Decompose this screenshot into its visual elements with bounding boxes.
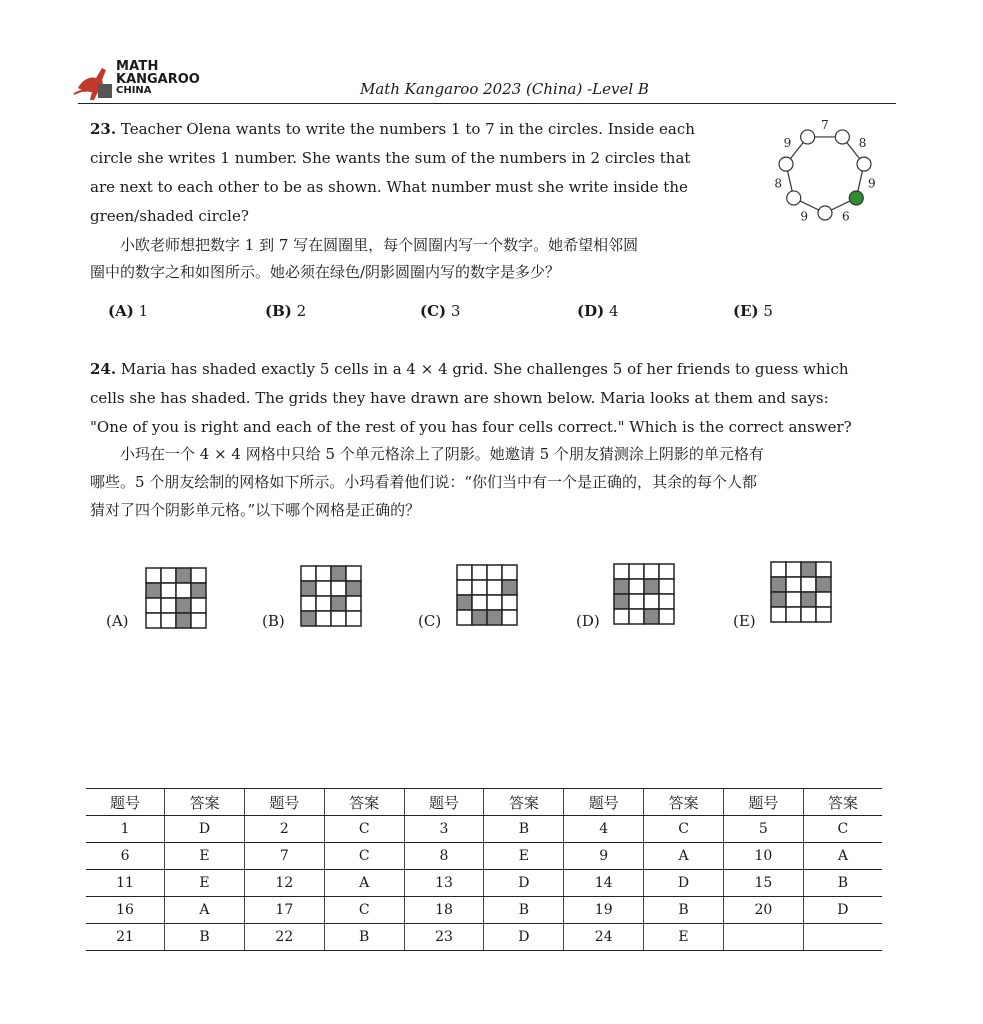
page-title: Math Kangaroo 2023 (China) -Level B — [360, 80, 649, 98]
q23-cn-line: 圈中的数字之和如图所示。她必须在绿色/阴影圆圈内写的数字是多少？ — [90, 263, 561, 281]
q24-option-c-label: (C) — [418, 612, 442, 630]
grid-cell — [457, 610, 472, 625]
q23-option-d: (D) 4 — [577, 302, 619, 320]
table-cell-question: 9 — [564, 843, 644, 870]
q24-grid-b — [298, 563, 364, 629]
q24-en-line: cells she has shaded. The grids they have drawn are shown below. Maria looks at them and says: — [90, 389, 829, 407]
grid-cell-shaded — [191, 583, 206, 598]
grid-cell — [771, 562, 786, 577]
grid-cell-shaded — [472, 610, 487, 625]
q24-grid-a — [143, 565, 209, 631]
grid-cell-shaded — [346, 581, 361, 596]
table-cell-answer: C — [324, 816, 404, 843]
table-row — [86, 870, 882, 897]
table-cell-question: 1 — [86, 816, 165, 843]
header-question-no: 题号 — [404, 789, 484, 816]
table-row — [86, 897, 882, 924]
grid-cell — [644, 594, 659, 609]
grid-cell-shaded — [502, 580, 517, 595]
grid-cell — [331, 611, 346, 626]
grid-cell — [502, 565, 517, 580]
grid-cell-shaded — [487, 610, 502, 625]
grid-cell-shaded — [331, 596, 346, 611]
table-cell-answer: B — [165, 924, 245, 951]
grid-cell-shaded — [801, 562, 816, 577]
grid-cell-shaded — [771, 577, 786, 592]
table-cell-answer: E — [484, 843, 564, 870]
grid-cell — [801, 577, 816, 592]
table-cell-question: 24 — [564, 924, 644, 951]
table-cell-answer: E — [165, 843, 245, 870]
grid-cell — [301, 596, 316, 611]
grid-cell — [161, 598, 176, 613]
sum-label: 8 — [774, 176, 782, 191]
q23-line-1 — [90, 115, 695, 144]
grid-cell — [629, 564, 644, 579]
sum-label: 8 — [858, 136, 867, 151]
grid-cell — [146, 568, 161, 583]
grid-cell — [659, 609, 674, 624]
grid-cell — [301, 566, 316, 581]
table-cell-question: 18 — [404, 897, 484, 924]
grid-cell — [502, 610, 517, 625]
grid-cell — [659, 594, 674, 609]
table-cell-answer: A — [165, 897, 245, 924]
table-row — [86, 816, 882, 843]
table-cell-question: 6 — [86, 843, 165, 870]
table-cell-question: 10 — [723, 843, 803, 870]
grid-cell — [161, 568, 176, 583]
grid-cell — [801, 607, 816, 622]
header-question-no: 题号 — [723, 789, 803, 816]
grid-cell-shaded — [146, 583, 161, 598]
grid-cell — [346, 596, 361, 611]
q23-number: 23. — [90, 120, 117, 138]
table-cell-question: 20 — [723, 897, 803, 924]
grid-cell-shaded — [176, 613, 191, 628]
grid-cell-shaded — [301, 611, 316, 626]
empty-circle — [818, 206, 832, 220]
empty-circle — [787, 191, 801, 205]
logo-line-2: KANGAROO — [116, 72, 200, 87]
grid-cell — [146, 598, 161, 613]
grid-cell — [786, 562, 801, 577]
grid-cell-shaded — [176, 568, 191, 583]
grid-cell — [659, 564, 674, 579]
header-question-no: 题号 — [86, 789, 165, 816]
q23-cn-line: 小欧老师想把数字 1 到 7 写在圆圈里，每个圆圈内写一个数字。她希望相邻圆 — [120, 236, 639, 254]
q23-option-e: (E) 5 — [733, 302, 773, 320]
answer-table — [86, 788, 882, 951]
grid-cell — [331, 581, 346, 596]
table-cell-answer: A — [324, 870, 404, 897]
grid-cell-shaded — [457, 595, 472, 610]
table-cell-answer: B — [803, 870, 882, 897]
sum-label: 9 — [783, 136, 792, 151]
grid-cell — [614, 564, 629, 579]
grid-cell — [346, 611, 361, 626]
grid-cell — [487, 565, 502, 580]
grid-cell-shaded — [644, 609, 659, 624]
q23-en-line: green/shaded circle? — [90, 207, 249, 225]
grid-cell — [816, 607, 831, 622]
grid-cell — [346, 566, 361, 581]
logo-line-1: MATH — [116, 59, 159, 74]
table-cell-question: 7 — [244, 843, 324, 870]
grid-cell — [629, 609, 644, 624]
grid-cell-shaded — [771, 592, 786, 607]
shaded-circle — [849, 191, 863, 205]
grid-cell-shaded — [614, 594, 629, 609]
table-cell-answer: A — [803, 843, 882, 870]
grid-cell — [176, 583, 191, 598]
grid-cell — [502, 595, 517, 610]
grid-cell — [816, 592, 831, 607]
grid-cell-shaded — [644, 579, 659, 594]
q24-grid-e — [768, 559, 834, 625]
grid-cell — [816, 562, 831, 577]
grid-cell — [487, 580, 502, 595]
table-cell-answer: E — [644, 924, 724, 951]
q24-option-b-label: (B) — [262, 612, 285, 630]
grid-cell — [472, 580, 487, 595]
q24-line-1 — [90, 355, 849, 384]
q23-circle-figure — [770, 118, 900, 248]
table-cell-answer: D — [484, 924, 564, 951]
grid-cell — [472, 595, 487, 610]
empty-circle — [779, 157, 793, 171]
q23-option-a: (A) 1 — [108, 302, 149, 320]
grid-cell — [146, 613, 161, 628]
sum-label: 9 — [868, 176, 876, 191]
grid-cell — [614, 609, 629, 624]
grid-cell — [786, 592, 801, 607]
q23-en-line: circle she writes 1 number. She wants the sum of the numbers in 2 circles that — [90, 149, 691, 167]
table-cell-question: 11 — [86, 870, 165, 897]
q23-en-line: Teacher Olena wants to write the numbers 1 to 7 in the circles. Inside each — [120, 120, 695, 138]
q23-option-c: (C) 3 — [420, 302, 461, 320]
grid-cell — [161, 613, 176, 628]
table-row — [86, 924, 882, 951]
sum-label: 6 — [842, 209, 850, 224]
table-cell-question: 23 — [404, 924, 484, 951]
q24-option-d-label: (D) — [576, 612, 600, 630]
table-cell-answer: D — [484, 870, 564, 897]
grid-cell — [191, 598, 206, 613]
grid-cell — [472, 565, 487, 580]
q24-option-e-label: (E) — [733, 612, 756, 630]
grid-cell-shaded — [301, 581, 316, 596]
table-cell-question: 17 — [244, 897, 324, 924]
table-cell-answer: C — [803, 816, 882, 843]
q24-grid-c — [454, 562, 520, 628]
table-cell-question: 21 — [86, 924, 165, 951]
grid-cell — [487, 595, 502, 610]
table-cell-answer: A — [644, 843, 724, 870]
table-cell-question: 8 — [404, 843, 484, 870]
table-cell-question: 15 — [723, 870, 803, 897]
header-answer: 答案 — [484, 789, 564, 816]
grid-cell — [316, 596, 331, 611]
header-answer: 答案 — [644, 789, 724, 816]
q23-option-b: (B) 2 — [265, 302, 307, 320]
grid-cell — [316, 611, 331, 626]
logo-line-3: CHINA — [116, 85, 152, 96]
qr-icon — [98, 84, 112, 98]
grid-cell-shaded — [816, 577, 831, 592]
grid-cell — [316, 581, 331, 596]
grid-cell — [629, 594, 644, 609]
table-cell-question: 3 — [404, 816, 484, 843]
math-kangaroo-logo — [72, 58, 212, 104]
table-cell-question: 16 — [86, 897, 165, 924]
q24-grid-d — [611, 561, 677, 627]
sum-label: 9 — [800, 209, 808, 224]
table-cell-question: 14 — [564, 870, 644, 897]
header-question-no: 题号 — [564, 789, 644, 816]
empty-circle — [857, 157, 871, 171]
table-cell-answer: B — [644, 897, 724, 924]
table-cell-question: 2 — [244, 816, 324, 843]
table-cell-answer: B — [324, 924, 404, 951]
q24-cn-line: 哪些。5 个朋友绘制的网格如下所示。小玛看着他们说：“你们当中有一个是正确的，其余的每个人都 — [90, 473, 757, 491]
table-row — [86, 843, 882, 870]
grid-cell-shaded — [176, 598, 191, 613]
q24-option-a-label: (A) — [106, 612, 129, 630]
q24-cn-line: 猜对了四个阴影单元格。”以下哪个网格是正确的？ — [90, 501, 421, 519]
header-answer: 答案 — [324, 789, 404, 816]
q24-en-line: Maria has shaded exactly 5 cells in a 4 × 4 grid. She challenges 5 of her friends to guess which — [120, 360, 849, 378]
grid-cell — [191, 568, 206, 583]
table-cell-question — [723, 924, 803, 951]
table-cell-question: 19 — [564, 897, 644, 924]
grid-cell — [457, 580, 472, 595]
grid-cell — [457, 565, 472, 580]
table-cell-answer: E — [165, 870, 245, 897]
table-cell-answer: C — [324, 843, 404, 870]
empty-circle — [801, 130, 815, 144]
header-divider — [78, 103, 896, 104]
grid-cell — [786, 607, 801, 622]
table-cell-answer: C — [644, 816, 724, 843]
q23-en-line: are next to each other to be as shown. What number must she write inside the — [90, 178, 688, 196]
header-question-no: 题号 — [244, 789, 324, 816]
table-cell-question: 13 — [404, 870, 484, 897]
grid-cell-shaded — [801, 592, 816, 607]
table-cell-question: 12 — [244, 870, 324, 897]
table-cell-answer — [803, 924, 882, 951]
table-cell-answer: B — [484, 816, 564, 843]
q24-en-line: "One of you is right and each of the rest of you has four cells correct." Which is the correct answer? — [90, 418, 852, 436]
table-cell-answer: D — [803, 897, 882, 924]
kangaroo-icon — [72, 58, 116, 104]
grid-cell — [316, 566, 331, 581]
grid-cell-shaded — [614, 579, 629, 594]
grid-cell — [191, 613, 206, 628]
q24-cn-line: 小玛在一个 4 × 4 网格中只给 5 个单元格涂上了阴影。她邀请 5 个朋友猜测涂上阴影的单元格有 — [120, 445, 764, 463]
table-cell-answer: C — [324, 897, 404, 924]
grid-cell — [629, 579, 644, 594]
q24-number: 24. — [90, 360, 117, 378]
table-cell-question: 4 — [564, 816, 644, 843]
table-cell-answer: B — [484, 897, 564, 924]
table-cell-question: 22 — [244, 924, 324, 951]
grid-cell — [786, 577, 801, 592]
table-cell-question: 5 — [723, 816, 803, 843]
grid-cell — [644, 564, 659, 579]
grid-cell — [771, 607, 786, 622]
table-cell-answer: D — [165, 816, 245, 843]
table-cell-answer: D — [644, 870, 724, 897]
grid-cell-shaded — [331, 566, 346, 581]
header-answer: 答案 — [803, 789, 882, 816]
empty-circle — [835, 130, 849, 144]
sum-label: 7 — [821, 118, 829, 132]
grid-cell — [659, 579, 674, 594]
grid-cell — [161, 583, 176, 598]
header-answer: 答案 — [165, 789, 245, 816]
answer-table-header-row — [86, 789, 882, 816]
